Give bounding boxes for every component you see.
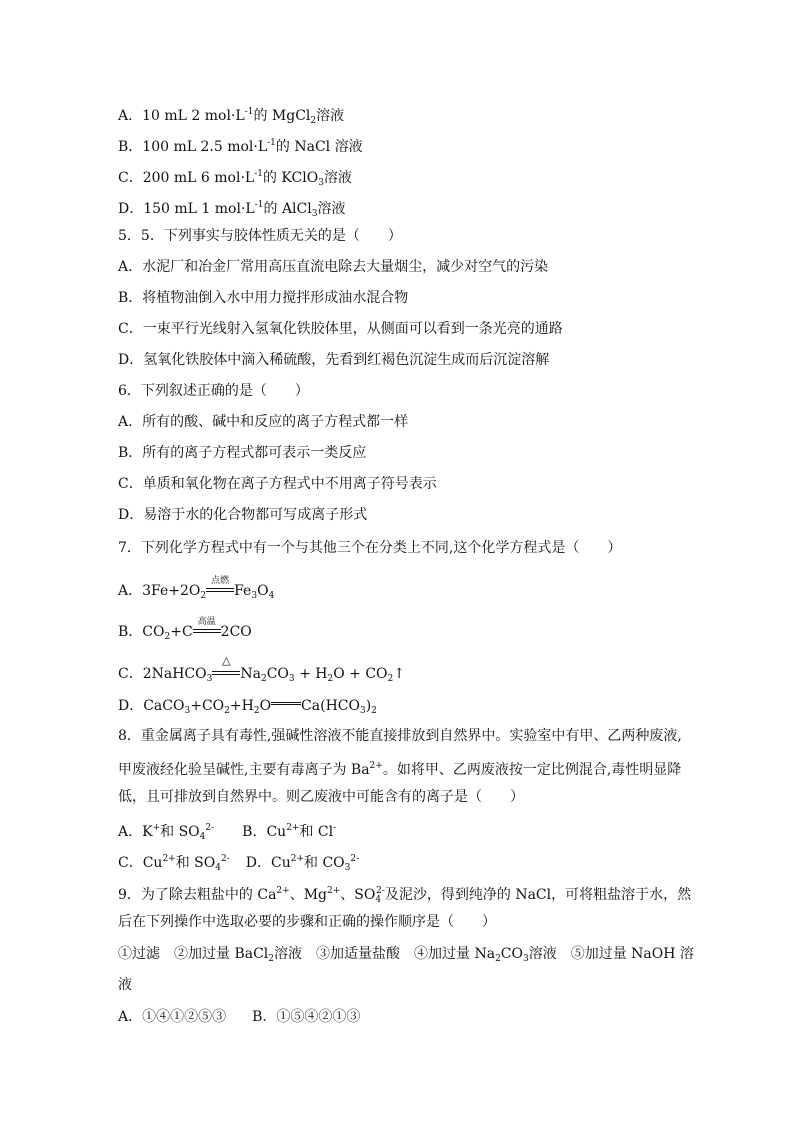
q7-option-b bbox=[118, 617, 252, 647]
q7-d-m3: O bbox=[259, 698, 272, 714]
q9-l3-sub2: 2 bbox=[495, 954, 501, 964]
q8-d-text: D．Cu bbox=[245, 855, 291, 871]
q8-a-text: A．K bbox=[118, 824, 153, 840]
q6-option-d: D．易溶于水的化合物都可写成离子形式 bbox=[118, 507, 368, 523]
q9-l1-sub: 4 bbox=[375, 895, 382, 905]
q8-d-sup: 2+ bbox=[290, 854, 305, 864]
q8-b-text: B．Cu bbox=[242, 824, 287, 840]
q7-a-text: A．3Fe+2O bbox=[118, 583, 201, 599]
q8-d-text2: 和 CO bbox=[304, 855, 345, 871]
q4-d-text2: 的 AlCl bbox=[263, 201, 312, 217]
q7-c-s2: 2 bbox=[260, 674, 267, 684]
q4-d-sub: 3 bbox=[311, 209, 318, 219]
q5-option-a: A．水泥厂和冶金厂常用高压直流电除去大量烟尘，减少对空气的污染 bbox=[118, 259, 549, 275]
q7-b-sub: 2 bbox=[164, 632, 171, 642]
q4-c-text: C．200 mL 6 mol·L bbox=[118, 170, 255, 186]
q8-l2-text: 甲废液经化验呈碱性,主要有毒离子为 Ba bbox=[118, 762, 370, 778]
q7-d-m2: +H bbox=[229, 698, 254, 714]
q8-a-sup: + bbox=[152, 823, 161, 833]
q8-b-text2: 和 Cl bbox=[299, 824, 334, 840]
q9-options-ab bbox=[118, 1007, 360, 1027]
q9-l1-text3: 、SO bbox=[340, 887, 376, 903]
q8-c-sub: 4 bbox=[215, 863, 221, 873]
q9-l1-text: 9．为了除去粗盐中的 Ca bbox=[118, 887, 277, 903]
q4-a-text: A．10 mL 2 mol·L bbox=[118, 108, 245, 124]
q5-option-d: D．氢氧化铁胶体中滴入稀硫酸，先看到红褐色沉淀生成而后沉淀溶解 bbox=[118, 352, 550, 368]
q8-c-text2: 和 SO bbox=[175, 855, 216, 871]
q7-a-product: Fe bbox=[234, 583, 252, 599]
q4-b-text: B．100 mL 2.5 mol·L bbox=[118, 139, 268, 155]
q4-c-sup: -1 bbox=[254, 169, 263, 179]
q9-l1-sup2: 2+ bbox=[327, 886, 341, 896]
q6-option-b: B．所有的离子方程式都可表示一类反应 bbox=[118, 445, 367, 461]
q9-l3-sub1: 2 bbox=[268, 954, 275, 964]
q7-b-product: 2CO bbox=[220, 624, 252, 640]
q4-c-text3: 溶液 bbox=[323, 170, 352, 186]
q7-a-sub3: 4 bbox=[268, 591, 275, 601]
q8-b-sup: 2+ bbox=[286, 823, 300, 833]
q7-d-text: D．CaCO bbox=[118, 698, 185, 714]
q7-c-s3: 3 bbox=[288, 674, 295, 684]
q9-l1-text2: 、Mg bbox=[289, 887, 327, 903]
q7-option-c bbox=[118, 654, 405, 689]
q8-line-2 bbox=[118, 756, 681, 780]
q8-line-1: 8．重金属离子具有毒性,强碱性溶液不能直接排放到自然界中。实验室中有甲、乙两种废液, bbox=[118, 728, 682, 744]
q9-option-b: B．①⑤④②①③ bbox=[252, 1009, 361, 1025]
q7-d-s4: 3 bbox=[359, 706, 366, 716]
q7-a-product2: O bbox=[257, 583, 269, 599]
q7-c-s5: 2 bbox=[387, 674, 394, 684]
q4-a-sup: -1 bbox=[244, 107, 254, 117]
q8-options-ab bbox=[118, 818, 336, 847]
q7-c-sub: 3 bbox=[206, 674, 213, 684]
q8-b-sup2: - bbox=[333, 823, 337, 833]
q7-b-text: B．CO bbox=[118, 624, 165, 640]
q5-stem: 5．5．下列事实与胶体性质无关的是（ ） bbox=[118, 228, 402, 244]
q9-l1-sup3: 2- bbox=[376, 886, 385, 896]
reaction-arrow-high-temp bbox=[193, 617, 221, 638]
q8-a-sub: 4 bbox=[199, 832, 206, 842]
q7-d-s5: 2 bbox=[371, 706, 377, 716]
q7-a-condition: 点燃 bbox=[211, 576, 230, 586]
q4-b-sup: -1 bbox=[267, 138, 276, 148]
q8-l2-text2: 。如将甲、乙两废液按一定比例混合,毒性明显降 bbox=[382, 762, 682, 778]
q8-a-sup2: 2- bbox=[205, 823, 215, 833]
reaction-equals-sign bbox=[271, 694, 301, 712]
q8-c-sup2: 2- bbox=[221, 854, 230, 864]
q7-c-s4: 2 bbox=[327, 674, 334, 684]
q7-d-m1: +CO bbox=[190, 698, 225, 714]
q7-c-condition: △ bbox=[222, 654, 231, 667]
q7-d-p2: ) bbox=[365, 698, 372, 714]
q7-c-text: C．2NaHCO bbox=[118, 666, 207, 682]
q4-d-text3: 溶液 bbox=[317, 201, 346, 217]
q4-c-sub: 3 bbox=[318, 178, 324, 188]
q9-option-a: A．①④①②⑤③ bbox=[118, 1009, 227, 1025]
reaction-arrow-ignite bbox=[206, 576, 234, 597]
q4-b-text2: 的 NaCl 溶液 bbox=[275, 139, 363, 155]
q7-d-s3: 2 bbox=[253, 706, 260, 716]
q8-a-text2: 和 SO bbox=[160, 824, 200, 840]
q9-l3-text2: 溶液 ③加适量盐酸 ④加过量 Na bbox=[274, 946, 496, 962]
q4-option-b bbox=[118, 133, 363, 157]
q4-option-d bbox=[118, 195, 345, 224]
q4-d-sup: -1 bbox=[254, 200, 264, 210]
q4-a-sub: 2 bbox=[310, 116, 317, 126]
q7-a-sub: 2 bbox=[200, 591, 207, 601]
q6-option-a: A．所有的酸、碱中和反应的离子方程式都一样 bbox=[118, 414, 409, 430]
q8-d-sup2: 2- bbox=[350, 854, 360, 864]
q7-d-s2: 2 bbox=[224, 706, 230, 716]
q6-option-c: C．单质和氧化物在离子方程式中不用离子符号表示 bbox=[118, 476, 437, 492]
q8-line-3: 低，且可排放到自然界中。则乙废液中可能含有的离子是（ ） bbox=[118, 789, 524, 805]
q7-option-d bbox=[118, 694, 377, 721]
q9-l1-sup1: 2+ bbox=[276, 886, 290, 896]
q4-a-text2: 的 MgCl bbox=[253, 108, 311, 124]
q7-c-p1: Na bbox=[240, 666, 261, 682]
q9-line-2: 后在下列操作中选取必要的步骤和正确的操作顺序是（ ） bbox=[118, 914, 496, 930]
q4-c-text2: 的 KClO bbox=[262, 170, 319, 186]
q7-b-mid: +C bbox=[170, 624, 193, 640]
q7-stem: 7．下列化学方程式中有一个与其他三个在分类上不同,这个化学方程式是（ ） bbox=[118, 540, 622, 556]
q9-line-1 bbox=[118, 881, 691, 910]
q9-l3-text4: 溶液 ⑤加过量 NaOH 溶 bbox=[528, 946, 694, 962]
q4-option-c bbox=[118, 164, 352, 193]
q8-c-text: C．Cu bbox=[118, 855, 163, 871]
q8-c-sup: 2+ bbox=[162, 854, 176, 864]
q7-c-p5: ↑ bbox=[393, 666, 405, 682]
q9-l3-sub3: 3 bbox=[523, 954, 529, 964]
q7-c-p3: + H bbox=[294, 666, 328, 682]
q8-d-sub: 3 bbox=[344, 863, 351, 873]
q5-option-b: B．将植物油倒入水中用力搅拌形成油水混合物 bbox=[118, 290, 409, 306]
q8-l2-sup: 2+ bbox=[369, 761, 383, 771]
q8-options-cd bbox=[118, 849, 359, 878]
q7-d-product: Ca(HCO bbox=[301, 698, 360, 714]
q7-b-condition: 高温 bbox=[197, 617, 216, 627]
q7-a-sub2: 3 bbox=[251, 591, 258, 601]
q6-stem: 6．下列叙述正确的是（ ） bbox=[118, 383, 309, 399]
q5-option-c: C．一束平行光线射入氢氧化铁胶体里，从侧面可以看到一条光亮的通路 bbox=[118, 321, 563, 337]
q9-line-3 bbox=[118, 944, 694, 969]
reaction-arrow-heat bbox=[212, 654, 240, 680]
q9-l1-text4: 及泥沙，得到纯净的 NaCl，可将粗盐溶于水，然 bbox=[384, 887, 692, 903]
q9-l3-text: ①过滤 ②加过量 BaCl bbox=[118, 946, 269, 962]
q4-a-text3: 溶液 bbox=[316, 108, 345, 124]
q7-d-s1: 3 bbox=[184, 706, 191, 716]
q7-c-p2: CO bbox=[266, 666, 289, 682]
q7-option-a bbox=[118, 576, 275, 606]
q7-c-p4: O + CO bbox=[333, 666, 388, 682]
q4-option-a bbox=[118, 102, 344, 131]
q9-line-4: 液 bbox=[118, 977, 132, 993]
q9-l3-text3: CO bbox=[500, 946, 523, 962]
q4-d-text: D．150 mL 1 mol·L bbox=[118, 201, 255, 217]
